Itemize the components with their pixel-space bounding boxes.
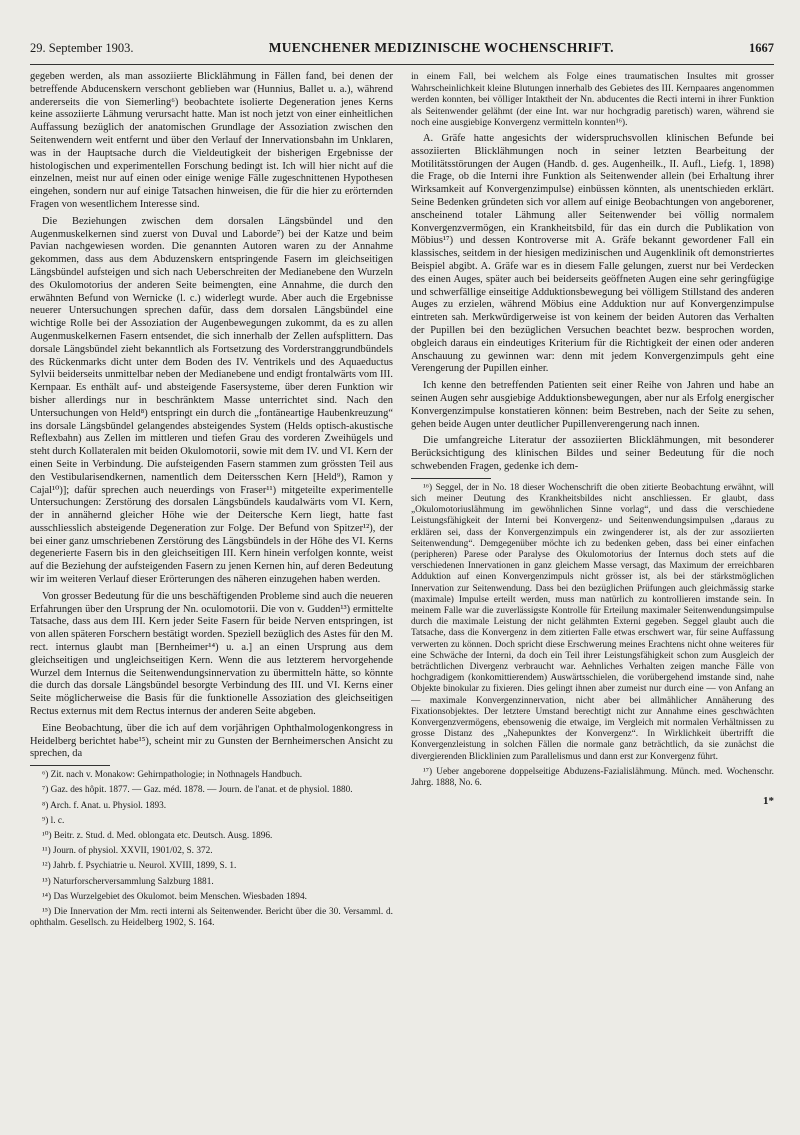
footnote: ¹³) Naturforscherversammlung Salzburg 1881. [42, 876, 214, 887]
body-paragraph: in einem Fall, bei welchem als Folge eines traumatischen Insultes mit grosser Wahrscheinlichkeit kleine Blutungen innerhalb des Gebietes des III. Kernpaares angenommen werden konnten, bei völliger Intaktheit der Nn. abducentes die Recti interni in ihrer Funktion als Seitenwender gelähmt (der eine Int. war nur hochgradig paretisch) waren, während sie noch eine ausgiebige Konvergenz vermitteln konnten¹⁶). [411, 71, 774, 129]
text-columns [30, 71, 774, 1126]
footnote: ¹¹) Journ. of physiol. XXVII, 1901/02, S. 372. [42, 846, 213, 857]
footnote: ⁹) l. c. [42, 815, 65, 826]
footnote: ¹⁷) Ueber angeborene doppelseitige Abduzens-Fazialislähmung. Münch. med. Wochenschr. Jahrg. 1888, No. 6. [411, 766, 774, 788]
footnote: ⁸) Arch. f. Anat. u. Physiol. 1893. [42, 800, 167, 811]
footnote: ⁷) Gaz. des hôpit. 1877. — Gaz. méd. 1878. — Journ. de l'anat. et de physiol. 1880. [42, 785, 353, 796]
body-paragraph: Ich kenne den betreffenden Patienten seit einer Reihe von Jahren und habe an seinen Augen sehr ausgiebige Adduktionsbewegungen, aber nur als Erfolg energischer Konvergenzimpulse konstatieren können: beim Bestreben, nach der Seite zu sehen, gehen beide Augen unter deutlicher Pupillenverengerung nach innen. [411, 380, 774, 430]
signature-mark: 1* [763, 795, 774, 808]
footnote: ¹⁴) Das Wurzelgebiet des Okulomot. beim Menschen. Wiesbaden 1894. [42, 891, 307, 902]
body-paragraph: gegeben werden, als man assoziierte Blicklähmung in Fällen fand, bei denen der betreffende Abducenskern verschont geblieben war (Hunnius, Ballet u. a.), während andererseits die von Siemerling⁶) beobachtete isolierte Degeneration jenes Kerns keine assoziierte Lähmung verursacht hatte. Man ist noch jetzt von einer einheitlichen Auffassung bezüglich der anatomischen Grundlage der Assoziation zwischen den Seitenwendern weit entfernt und über den Verlauf der Innervationsbahn im Unklaren, was in der Hauptsache durch die Vieldeutigkeit der bisherigen Ergebnisse der histologischen und experimentellen Forschung bedingt ist. Ich will hier nicht auf die einzelnen, meist nur auf einen oder einige wenige Fälle zugeschnittenen Hypothesen eingehen, sondern nur auf einige Tatsachen hinweisen, die für die hier zu erörternden Fragen von wesentlichem Interesse sind. [30, 71, 393, 210]
footnote-rule [411, 478, 491, 479]
body-paragraph: A. Gräfe hatte angesichts der widerspruchsvollen klinischen Befunde bei assoziierten Blicklähmungen noch in seiner letzten Bearbeitung der Motilitätsstörungen der Augen (Handb. d. ges. Augenheilk., II. Aufl., Liefg. 1, 1898) die Frage, ob die Interni ihre Funktion als Seitenwender allein (bei Erhaltung ihrer Wirksamkeit auf Konvergenzimpulse) einbüssen könnten, als unentschieden erklärt. Seine Bedenken gründeten sich vor allem auf einige Beobachtungen von angeborener, anscheinend totaler Lähmung aller Seitenwender bei völlig normalem Konvergenzvermögen, ein Krankheitsbild, für das ein durch die Publikation von Möbius¹⁷) und dessen Kontroverse mit A. Gräfe bekannt gewordener Fall ein klassisches, seitdem in der hiesigen medizinischen und Augenklinik oft demonstriertes Beispiel abgibt. A. Gräfe war es in diesem Falle gelungen, zuerst nur bei Verdecken des einen Auges, später auch bei beiderseits geöffneten Augen eine sehr geringfügige und schwerfällige einseitige Adduktionsbewegung bei völligem Stillstand des anderen Auges zu erzielen, während Möbius eine Adduktion nur auf Konvergenzimpulse eintreten sah. Merkwürdigerweise ist von keinem der beiden Autoren das Verhalten der Pupillen bei den bezüglichen Versuchen beachtet bezw. besprochen worden, obgleich daraus ein eindeutiges Kriterium für die Richtigkeit der einen oder anderen Anschauung zu gewinnen war: denn mit jedem Konvergenzimpuls geht eine Verengerung der Pupillen einher. [411, 132, 774, 375]
body-paragraph: Eine Beobachtung, über die ich auf dem vorjährigen Ophthalmologenkongress in Heidelberg berichtet habe¹⁵), scheint mir zu Gunsten der Bernheimerschen Ansicht zu sprechen, da [30, 722, 393, 760]
issue-date: 29. September 1903. [30, 41, 134, 55]
right-column [411, 71, 774, 1126]
footnote-rule [30, 765, 110, 766]
body-paragraph: Von grosser Bedeutung für die uns beschäftigenden Probleme sind auch die neueren Erfahrungen über den Ursprung der Nn. oculomotorii. Die von v. Gudden¹³) ermittelte Tatsache, dass aus dem III. Kern jeder Seite Fasern für beide Nerven entspringen, ist von allen späteren Forschern bestätigt worden. Speziell bezüglich des Astes für den M. rect. internus glaubt man [Bernheimer¹⁴) u. a.] an einen Ursprung aus dem gleichseitigen und ungleichseitigen Kern. Wenn die aus letzterem hervorgehende Wurzel dem Internus die Seitenwendungsinnervation zu übermitteln hätte, so könnte die durch das dorsale Längsbündel besorgte Verbindung des III. und VI. Kerns einer Seite möglicherweise die Basis für die funktionelle Assoziation des gleichseitigen Rectus externus mit dem Rectus internus der anderen Seite abgeben. [30, 590, 393, 718]
footnote: ¹⁶) Seggel, der in No. 18 dieser Wochenschrift die oben zitierte Beobachtung erwähnt, will sich meiner Deutung des Krankheitsbildes nicht anschliessen. Er glaubt, dass „Okulomotoriuslähmung im gewöhnlichen Sinne vorlag“, und dass die verschiedene Leistungsfähigkeit der Interni bei Konvergenz- und Seitenwendungsimpulsen „daraus zu erklären sei, dass der Konvergenzimpuls ein zwingenderer ist, als der zur assoziierten Seitenwendung“. Demgegenüber möchte ich zu bedenken geben, dass bei einer einfachen (peripheren) Parese oder Paralyse des Okulomotorius der Internus doch stets auf die verschiedenen Innervationen in ganz gleichem Masse versagt, das Maximum der erreichbaren Adduktion auf einen Konvergenzimpuls nicht grösser ist, als bei der stärkstmöglichen Innervation zur Seitenwendung. Dass bei den bezüglichen Prüfungen auch gleichmässig starke (maximale) Impulse erteilt werden, muss man natürlich zu kontrollieren imstande sein. In meinem Falle war die zuverlässigste Kontrolle für Erteilung maximaler Seitenwendungsimpulse durch die maximale Leistung der nicht gelähmten Externi gegeben. Seggel glaubt auch die Tatsache, dass die Konvergenz in dem zitierten Falle etwas erschwert war, für seine Auffassung verwerten zu können. Doch spricht diese Erschwerung meines Erachtens nicht ohne weiteres für eine Schwäche der Interni, da doch ein Teil ihrer Leistungsfähigkeit schon zum Ausgleich der beträchtlichen Divergenz verbraucht war. Aehnliches Verhalten zeigen manche Fälle von hochgradigem (konkomittierendem) Auswärtsschielen, die vorübergehend imstande sind, nahe Objekte binokular zu fixieren. Dies gelingt ihnen aber zumeist nur durch eine — von Anfang an — maximale Konvergenzinnervation, nicht aber bei allmählicher Annäherung des Fixationsobjektes. Der letztere Umstand berechtigt nicht zur Annahme eines geschwächten Konvergenzvermögens, ebensowenig die etwaige, im Vergleich mit normalen Verhältnissen zu grosse Distanz des „Nahepunktes der Konvergenz“. In Wirklichkeit übertrifft die Konvergenzleistung in solchen Fällen die normale ganz beträchtlich, da sie zunächst die divergierenden Blicklinien zum Parallelismus und dann erst zur Konvergenz führt. [411, 482, 774, 762]
footnote: ⁶) Zit. nach v. Monakow: Gehirnpathologie; in Nothnagels Handbuch. [42, 770, 303, 781]
journal-title: MUENCHENER MEDIZINISCHE WOCHENSCHRIFT. [268, 40, 614, 55]
running-header [30, 40, 774, 65]
body-paragraph: Die umfangreiche Literatur der assoziierten Blicklähmungen, mit besonderer Berücksichtigung des klinischen Bildes und seiner Bedeutung für die noch schwebenden Fragen, gedenke ich dem- [411, 435, 774, 472]
footnote: ¹⁰) Beitr. z. Stud. d. Med. oblongata etc. Deutsch. Ausg. 1896. [42, 831, 273, 842]
body-paragraph: Die Beziehungen zwischen dem dorsalen Längsbündel und den Augenmuskelkernen sind zuerst von Duval und Laborde⁷) bei der Katze und beim Pavian nachgewiesen worden. Die genannten Autoren waren zu der Annahme gekommen, dass aus dem Abduzenskern entspringende Fasern im gleichseitigen Längsbündel aufsteigen und sich nach Ueberschreiten der Medianebene den Wurzeln des Okulomotorius der anderen Seite beimengten, eine Annahme, die durch den erwähnten Befund von Wernicke (l. c.) widerlegt wurde. Aber auch die Ergebnisse neuerer Untersuchungen sprechen dafür, dass dem dorsalen Längsbündel eine wichtige Rolle bei der Assoziation der Augenbewegungen zukommt, da es zu allen Augenmuskelkernen Fasern entsendet, die sich innerhalb der Zellen aufsplittern. Das dorsale Längsbündel zieht bekanntlich als Fortsetzung des Vorderstranggrundbündels des Rückenmarks dicht unter dem Boden des IV. Ventrikels und des Aquaeductus Sylvii beiderseits unmittelbar neben der Medianebene und endigt frontalwärts vom III. Kernpaar. Es enthält auf- und absteigende Fasersysteme, über deren Funktion wir bisher allerdings nur in beschränktem Masse unterrichtet sind. Nach den Untersuchungen von Held⁸) entspringt ein durch die „fontäneartige Haubenkreuzung“ ins dorsale Längsbündel gelangendes absteigendes System (Helds optisch-akustische Reflexbahn) aus Zellen im mittleren und tiefen Grau des vorderen Zweihügels und steht durch Kollateralen mit beiden Okulomotorii, sowie mit dem IV. und VI. Kern der einen Seite in Verbindung. Die aufsteigenden Fasern stammen zum grössten Teil aus den Vestibularisendkernen, namentlich dem Deitersschen Kern [Held⁹), Ramon y Cajal¹⁰)]; dafür sprechen auch neuerdings von Fraser¹¹) mitgeteilte experimentelle Untersuchungen: Zerstörung des dorsalen Längsbündels kaudalwärts vom VI. Kern, der in annähernd gleicher Höhe wie der Deitersche Kern liegt, hatte fast ausschliesslich absteigende Degeneration zur Folge. Der Befund von Spitzer¹²), der bei einer ganz umschriebenen Zerstörung des Längsbündels in der Höhe des VI. Kerns degenerierte Fasern bis in den gleichseitigen III. Kern hinein verfolgen konnte, weist auf die Beziehung der aufsteigenden Fasern zu jenen Kernen hin, auf deren Bedeutung wir im weiteren Verlauf dieser Erörterungen des näheren einzugehen haben werden. [30, 215, 393, 586]
left-column [30, 71, 393, 1126]
page-number: 1667 [748, 41, 774, 55]
footnote: ¹⁵) Die Innervation der Mm. recti interni als Seitenwender. Bericht über die 30. Versamml. d. ophthalm. Gesellsch. zu Heidelberg 1902, S. 164. [30, 907, 393, 929]
footnote: ¹²) Jahrb. f. Psychiatrie u. Neurol. XVIII, 1899, S. 1. [42, 861, 237, 872]
